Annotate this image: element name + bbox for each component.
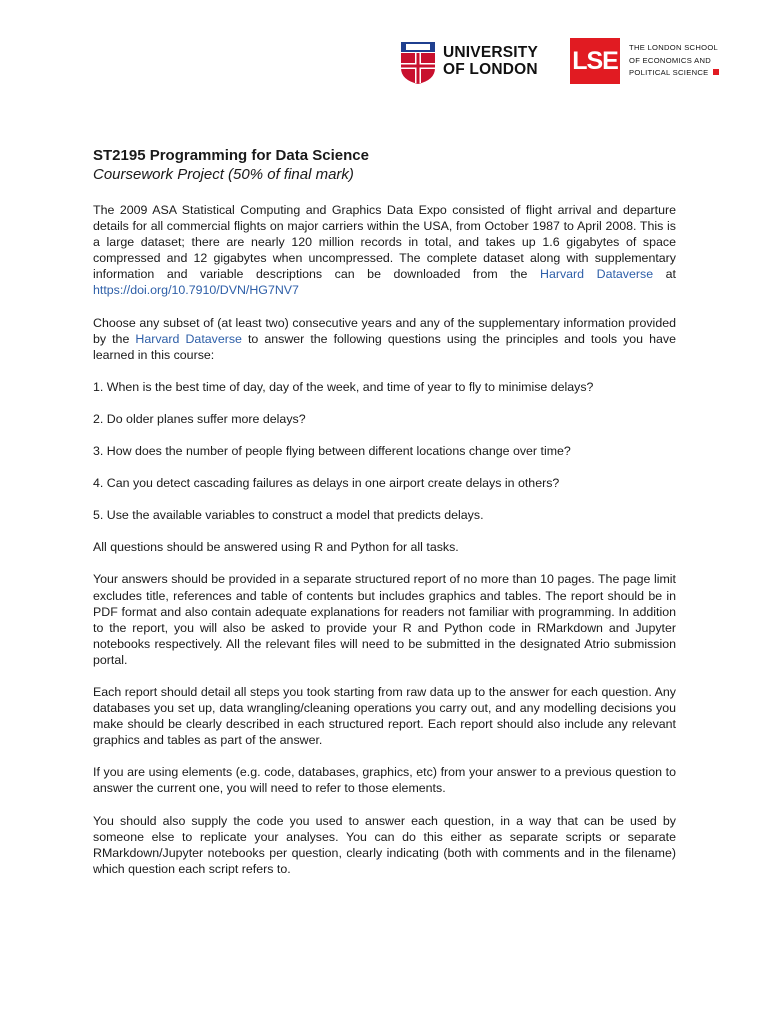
uol-wordmark bbox=[443, 44, 538, 78]
choose-text-after: to answer the following questions using the principles and tools you have learned in this course: bbox=[93, 331, 676, 362]
page-title: ST2195 Programming for Data Science bbox=[93, 147, 369, 164]
harvard-dataverse-link-2[interactable]: Harvard Dataverse bbox=[135, 331, 242, 346]
lse-line-3: POLITICAL SCIENCE bbox=[629, 68, 709, 77]
elements-paragraph: If you are using elements (e.g. code, databases, graphics, etc) from your answer to a previous question to answer the current one, you will need to refer to those elements. bbox=[93, 765, 676, 796]
intro-after-link: at bbox=[665, 267, 676, 282]
harvard-dataverse-link[interactable]: Harvard Dataverse bbox=[540, 267, 654, 282]
question-2: 2. Do older planes suffer more delays? bbox=[93, 411, 306, 426]
lse-wordmark bbox=[629, 42, 719, 80]
choose-text-before: Choose any subset of (at least two) consecutive years and any of the supplementary information provided by the bbox=[93, 315, 676, 346]
lse-mark: LSE bbox=[570, 38, 620, 84]
languages-paragraph: All questions should be answered using R and Python for all tasks. bbox=[93, 540, 459, 555]
lse-red-square-icon bbox=[713, 69, 719, 75]
question-4: 4. Can you detect cascading failures as delays in one airport create delays in others? bbox=[93, 476, 560, 491]
intro-paragraph bbox=[93, 202, 676, 299]
university-of-london-logo bbox=[398, 42, 548, 86]
lse-line-2: OF ECONOMICS AND bbox=[629, 55, 712, 65]
dataset-url-link[interactable]: https://doi.org/10.7910/DVN/HG7NV7 bbox=[93, 283, 299, 298]
choose-paragraph bbox=[93, 315, 676, 363]
steps-paragraph: Each report should detail all steps you took starting from raw data up to the answer for each question. Any databases you set up, data wrangling/cleaning operations you carry out, and any modelling decisions you make should be clearly described in each structured report. Each report should also include any relevant graphics and tables as part of the answer. bbox=[93, 684, 676, 748]
lse-line-1: THE LONDON SCHOOL bbox=[629, 43, 719, 52]
uol-line-1: UNIVERSITY bbox=[443, 44, 539, 61]
question-5: 5. Use the available variables to construct a model that predicts delays. bbox=[93, 508, 484, 523]
intro-text: The 2009 ASA Statistical Computing and Graphics Data Expo consisted of flight arrival and departure details for all commercial flights on major carriers within the USA, from October 1987 to April 2008. This is a large dataset; there are nearly 120 million records in total, and takes up 1.6 gigabytes of space compressed and 12 gigabytes when uncompressed. The complete dataset along with supplementary information and variable descriptions can be downloaded from the bbox=[93, 203, 676, 282]
document-body bbox=[93, 146, 676, 893]
header-logos bbox=[398, 36, 720, 88]
report-paragraph: Your answers should be provided in a separate structured report of no more than 10 pages. The page limit excludes title, references and table of contents but includes graphics and tables. The report should be in PDF format and also contain adequate explanations for readers not familiar with programming. In addition to the report, you will also be asked to provide your R and Python code in RMarkdown and Jupyter notebooks respectively. All the relevant files will need to be submitted in the designated Atrio submission portal. bbox=[93, 572, 676, 667]
uol-line-2: OF LONDON bbox=[443, 61, 538, 78]
lse-logo bbox=[570, 38, 720, 84]
page-subtitle: Coursework Project (50% of final mark) bbox=[93, 166, 354, 183]
question-3: 3. How does the number of people flying between different locations change over time? bbox=[93, 444, 571, 459]
uol-crest-icon bbox=[400, 42, 436, 84]
code-paragraph: You should also supply the code you used to answer each question, in a way that can be used by someone else to replicate your analyses. You can do this either as separate scripts or separate RMarkdown/Jupyter notebooks per question, clearly indicating (both with comments and in the filename) which question each script refers to. bbox=[93, 813, 676, 876]
question-1: 1. When is the best time of day, day of the week, and time of year to fly to minimise delays? bbox=[93, 379, 594, 394]
